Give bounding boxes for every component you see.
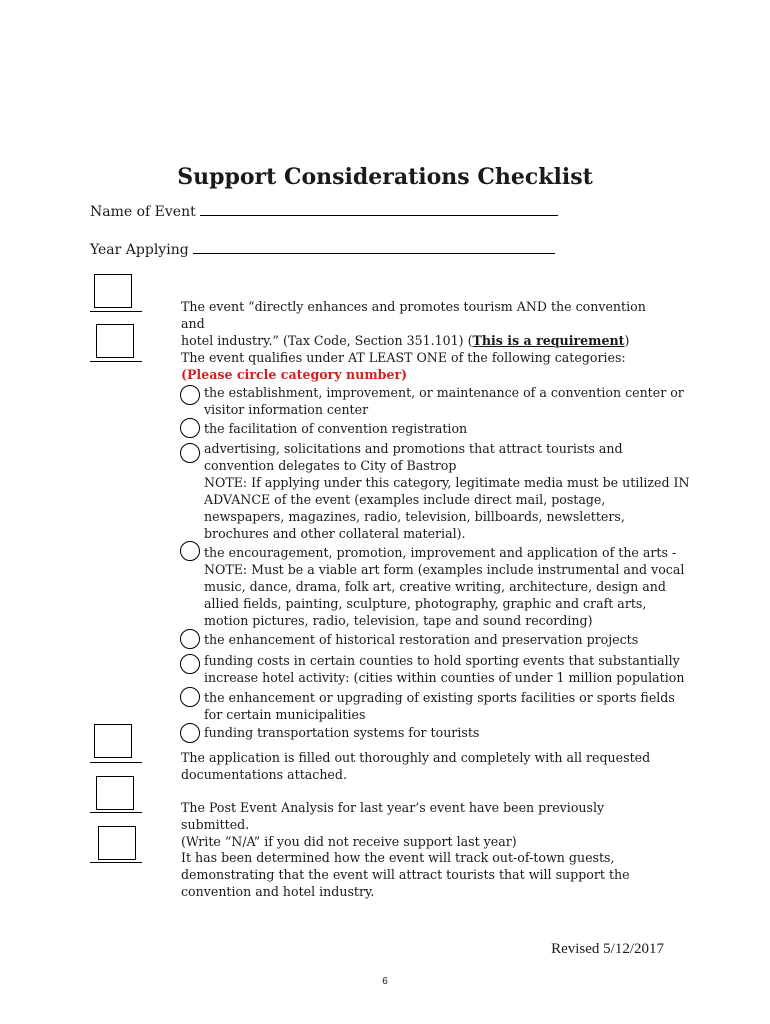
checkbox-requirement[interactable] [94,274,132,308]
checklist-item: The application is filled out thoroughly and completely with all requested documentations attached. [181,750,651,782]
checklist-item: It has been determined how the event will track out-of-town guests, demonstrating that the event will attract tourists that will support the convention and hotel industry. [181,850,630,899]
checkbox-underline [90,812,142,813]
category-item: the enhancement of historical restoration and preservation projects [204,632,639,647]
year-applying-field[interactable] [90,242,555,258]
category-circle-5[interactable] [180,629,200,649]
category-circle-8[interactable] [180,723,200,743]
category-circle-4[interactable] [180,541,200,561]
circle-instruction: (Please circle category number) [181,367,408,382]
category-item: the enhancement or upgrading of existing sports facilities or sports fields for certain municipalities [204,690,675,722]
category-circle-2[interactable] [180,418,200,438]
requirement-emphasis: This is a requirement [472,333,625,348]
checkbox-underline [90,862,142,863]
checkbox-underline [90,311,142,312]
event-name-field[interactable] [90,204,558,220]
checkbox-tracking[interactable] [98,826,136,860]
category-circle-3[interactable] [180,443,200,463]
page-number: 6 [382,976,388,987]
year-applying-label: Year Applying [90,242,189,258]
page-title: Support Considerations Checklist [177,164,593,190]
checkbox-underline [90,762,142,763]
event-name-label: Name of Event [90,204,196,220]
checkbox-application[interactable] [94,724,132,758]
checkbox-categories[interactable] [96,324,134,358]
category-item: the encouragement, promotion, improvement and application of the arts - NOTE: Must be a viable art form (examples include instrumental and vocal music, dance, drama, folk art, creative writing, architecture, design and allied fields, painting, sculpture, photography, graphic and craft arts, motion pictures, radio, television, tape and sound recording) [204,545,685,628]
checkbox-post-event[interactable] [96,776,134,810]
event-name-line[interactable] [200,214,558,216]
category-item: funding transportation systems for tourists [204,725,480,740]
category-item: advertising, solicitations and promotions that attract tourists and convention delegates to City of Bastrop NOTE: If applying under this category, legitimate media must be utilized IN ADVANCE of the event (examples include direct mail, postage, newspapers, magazines, radio, television, billboards, newsletters, brochures and other collateral material). [204,441,690,541]
revised-date: Revised 5/12/2017 [551,941,664,957]
category-item: the facilitation of convention registration [204,421,468,436]
category-circle-6[interactable] [180,654,200,674]
year-applying-line[interactable] [193,252,555,254]
category-item: funding costs in certain counties to hold sporting events that substantially increase hotel activity: (cities within counties of under 1 million population [204,653,685,685]
checkbox-underline [90,361,142,362]
category-item: the establishment, improvement, or maintenance of a convention center or visitor information center [204,385,684,417]
category-circle-7[interactable] [180,687,200,707]
checklist-item: The Post Event Analysis for last year’s event have been previously submitted. (Write “N/A” if you did not receive support last year) [181,800,605,849]
categories-intro: The event qualifies under AT LEAST ONE of the following categories: (Please circle category number) [181,349,661,383]
category-circle-1[interactable] [180,385,200,405]
requirement-text: The event “directly enhances and promotes tourism AND the convention and hotel industry.” (Tax Code, Section 351.101) (This is a requirement) [181,299,646,348]
